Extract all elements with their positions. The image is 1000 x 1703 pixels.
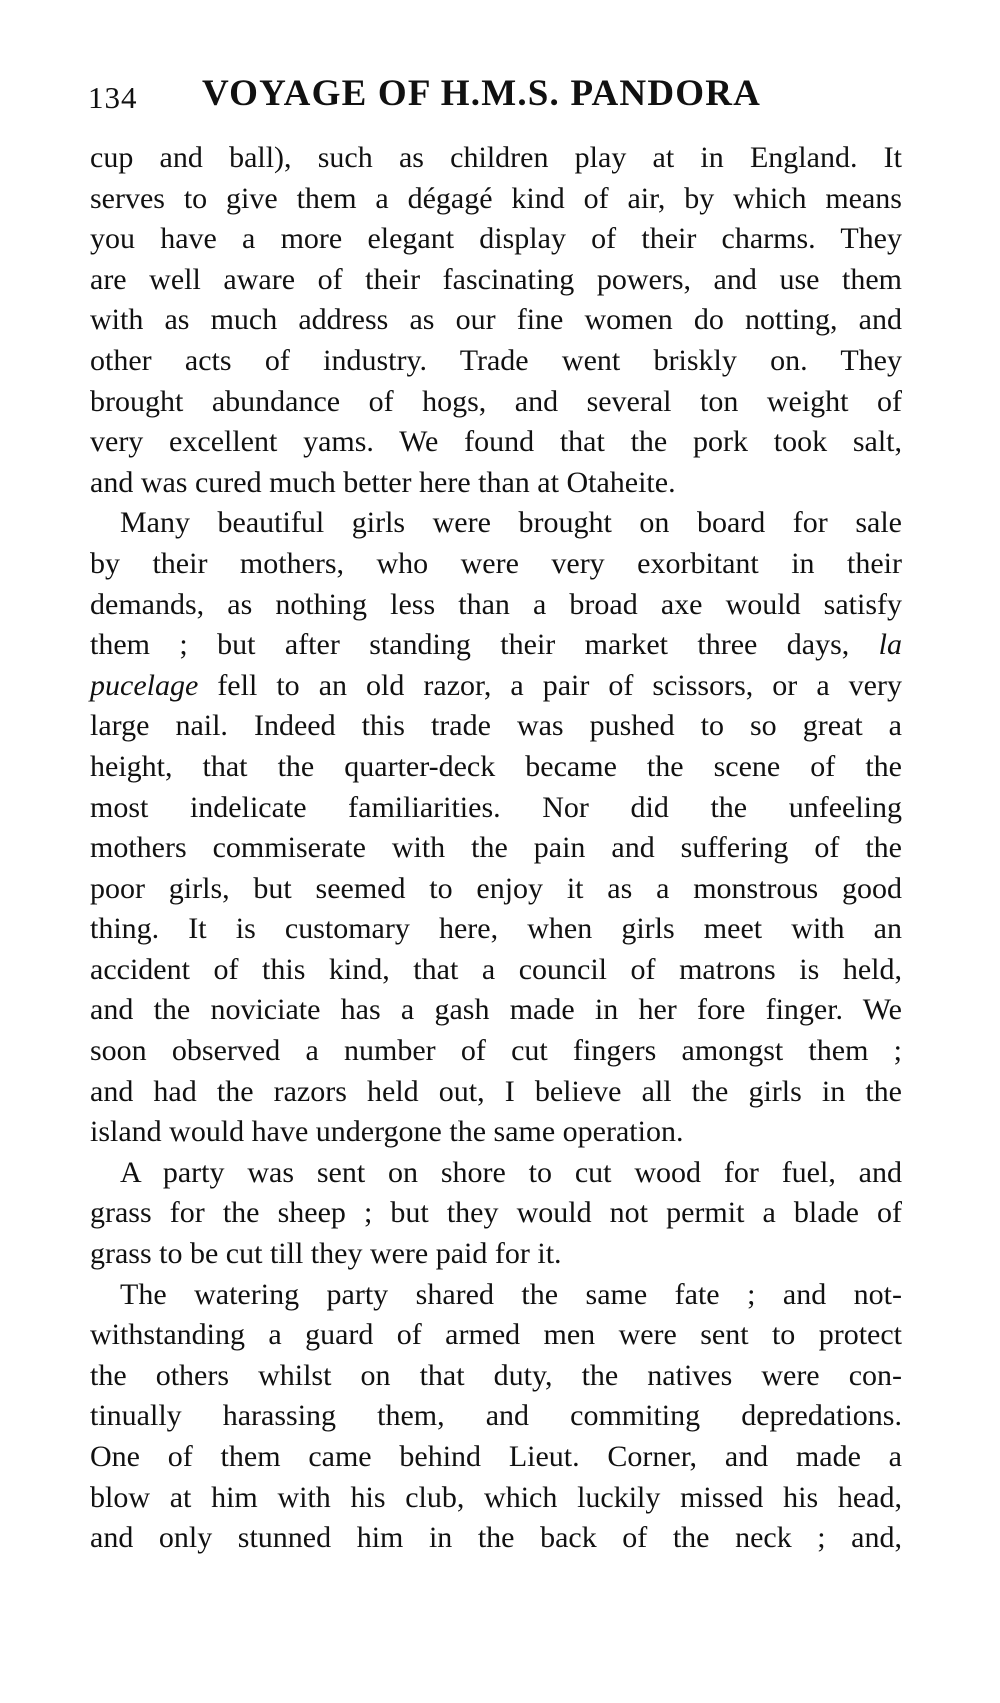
text-line: and had the razors held out, I believe all the girls in the [90,1074,902,1108]
text-line: you have a more elegant display of their charms. They [90,222,902,256]
text-line: The watering party shared the same fate ; and not- [120,1277,902,1311]
text-line: other acts of industry. Trade went briskly on. They [90,343,902,377]
text-line: most indelicate familiarities. Nor did the unfeeling [90,790,902,824]
body-text [90,138,902,1559]
text-line: withstanding a guard of armed men were sent to protect [90,1318,902,1352]
text-line: island would have undergone the same operation. [90,1115,684,1149]
text-line: height, that the quarter-deck became the scene of the [90,749,902,783]
page-number: 134 [88,80,138,115]
text-line: tinually harassing them, and commiting depredations. [90,1399,902,1433]
text-line: are well aware of their fascinating powers, and use them [90,262,902,296]
paragraph-4 [90,1275,902,1559]
text-line: A party was sent on shore to cut wood for fuel, and [120,1155,902,1189]
running-title: VOYAGE OF H.M.S. PANDORA [202,73,762,114]
text-line: them ; but after standing their market three days, la [90,628,902,662]
text-line: pucelage fell to an old razor, a pair of scissors, or a very [90,668,902,702]
text-line: grass to be cut till they were paid for it. [90,1237,562,1271]
text-line: blow at him with his club, which luckily missed his head, [90,1480,902,1514]
text-line: serves to give them a dégagé kind of air, by which means [90,181,902,215]
text-line: large nail. Indeed this trade was pushed to so great a [90,709,902,743]
text-line: soon observed a number of cut fingers amongst them ; [90,1034,902,1068]
text-line: the others whilst on that duty, the natives were con- [90,1358,902,1392]
paragraph-2 [90,503,902,1153]
text-line: poor girls, but seemed to enjoy it as a monstrous good [90,871,902,905]
text-line: One of them came behind Lieut. Corner, and made a [90,1440,902,1473]
text-line: brought abundance of hogs, and several ton weight of [90,384,902,418]
text-line: and only stunned him in the back of the neck ; and, [90,1521,902,1555]
text-line: mothers commiserate with the pain and suffering of the [90,831,902,865]
text-line: thing. It is customary here, when girls meet with an [90,912,902,946]
text-line: accident of this kind, that a council of matrons is held, [90,952,902,986]
text-line: Many beautiful girls were brought on board for sale [120,506,902,540]
text-line: very excellent yams. We found that the pork took salt, [90,425,902,459]
text-line: cup and ball), such as children play at in England. It [90,141,902,174]
page-header [88,70,908,120]
text-line: and was cured much better here than at Otaheite. [90,465,676,499]
text-line: and the noviciate has a gash made in her fore finger. We [90,993,902,1027]
paragraph-3 [90,1153,902,1275]
paragraph-1 [90,138,902,503]
text-line: by their mothers, who were very exorbitant in their [90,546,902,580]
text-line: demands, as nothing less than a broad axe would satisfy [90,587,902,621]
text-line: grass for the sheep ; but they would not permit a blade of [90,1196,902,1230]
text-line: with as much address as our fine women do notting, and [90,303,902,337]
